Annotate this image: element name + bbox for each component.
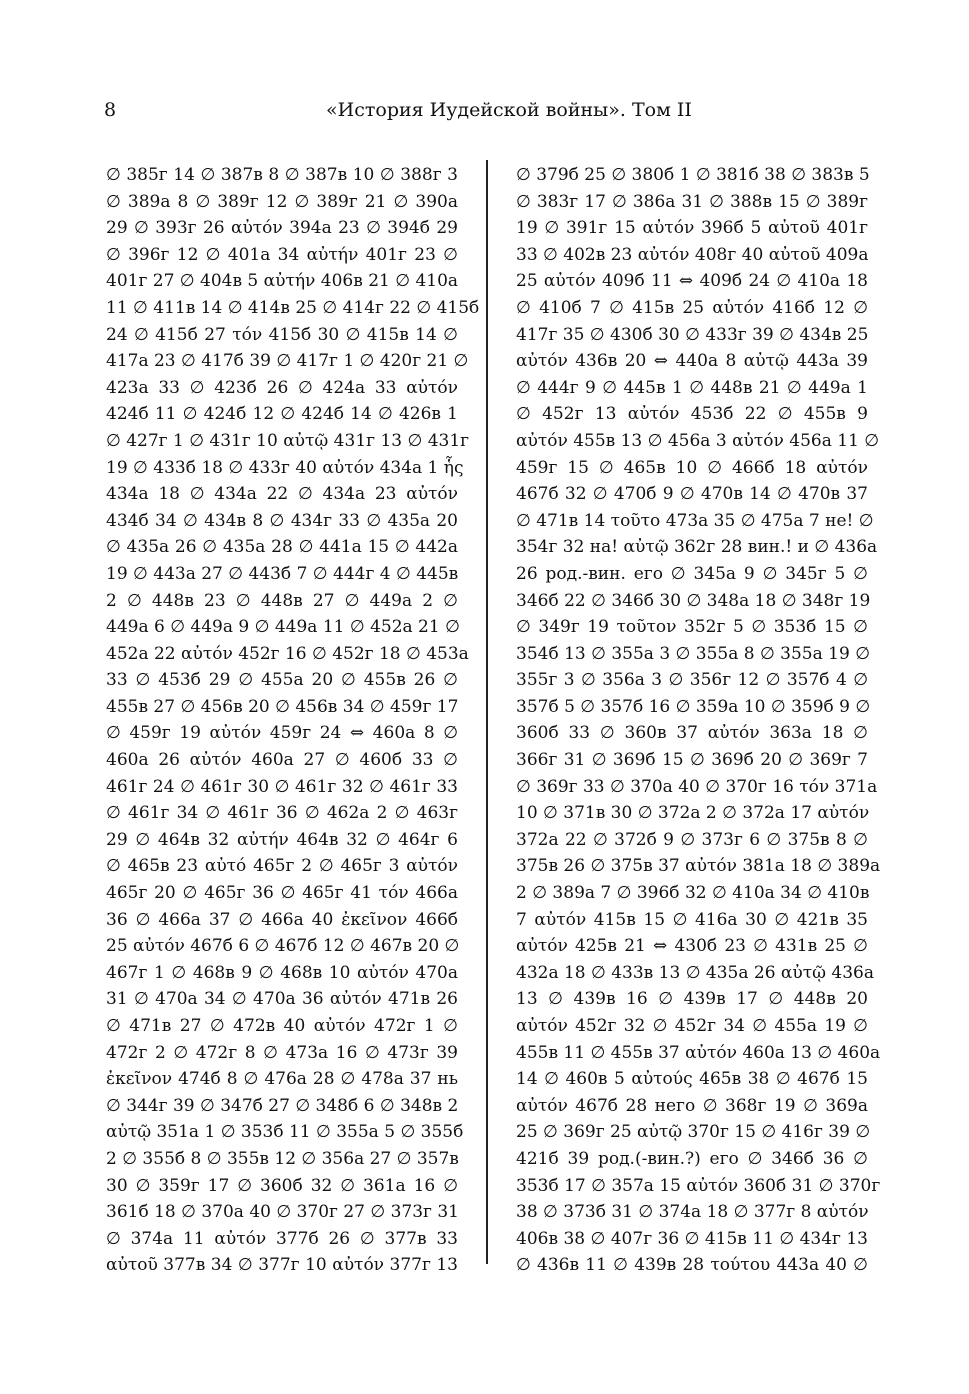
text-line: 455в 11 ∅ 455в 37 αὐτόν 460а 13 ∅ 460а: [516, 1042, 881, 1063]
text-line: 2 ∅ 448в 23 ∅ 448в 27 ∅ 449а 2 ∅: [106, 590, 458, 611]
text-line: 459г 15 ∅ 465в 10 ∅ 466б 18 αὐτόν: [516, 457, 868, 478]
text-line: ∅ 471в 14 τοῦτο 473а 35 ∅ 475а 7 не! ∅: [516, 510, 874, 531]
text-line: αὐτόν 436в 20 ⇔ 440а 8 αὐτῷ 443а 39: [516, 351, 868, 372]
text-line: 29 ∅ 393г 26 αὐτόν 394а 23 ∅ 394б 29: [106, 218, 458, 239]
running-title: «История Иудейской войны». Том II: [326, 99, 692, 121]
text-line: 434б 34 ∅ 434в 8 ∅ 434г 33 ∅ 435а 20: [106, 510, 458, 531]
text-line: 372а 22 ∅ 372б 9 ∅ 373г 6 ∅ 375в 8 ∅: [516, 829, 868, 850]
page-number: 8: [104, 99, 117, 121]
text-line: 432а 18 ∅ 433в 13 ∅ 435а 26 αὐτῷ 436а: [516, 962, 874, 983]
text-line: ∅ 369г 33 ∅ 370а 40 ∅ 370г 16 τόν 371а: [516, 776, 878, 797]
text-line: 449а 6 ∅ 449а 9 ∅ 449а 11 ∅ 452а 21 ∅: [106, 617, 460, 638]
page-header: [104, 96, 874, 124]
text-line: 361б 18 ∅ 370а 40 ∅ 370г 27 ∅ 373г 31: [106, 1202, 459, 1223]
text-line: 30 ∅ 359г 17 ∅ 360б 32 ∅ 361а 16 ∅: [106, 1175, 458, 1196]
text-line: ∅ 459г 19 αὐτόν 459г 24 ⇔ 460а 8 ∅: [106, 723, 458, 744]
text-line: 25 ∅ 369г 25 αὐτῷ 370г 15 ∅ 416г 39 ∅: [516, 1122, 871, 1143]
text-line: 455в 27 ∅ 456в 20 ∅ 456в 34 ∅ 459г 17: [106, 696, 459, 717]
text-line: ∅ 389а 8 ∅ 389г 12 ∅ 389г 21 ∅ 390а: [106, 191, 458, 212]
text-line: 7 αὐτόν 415в 15 ∅ 416а 30 ∅ 421в 35: [516, 909, 868, 930]
text-line: ∅ 465в 23 αὐτό 465г 2 ∅ 465г 3 αὐτόν: [106, 856, 458, 877]
text-line: 354б 13 ∅ 355а 3 ∅ 355а 8 ∅ 355а 19 ∅: [516, 643, 871, 664]
text-line: αὐτόν 425в 21 ⇔ 430б 23 ∅ 431в 25 ∅: [516, 936, 868, 957]
text-line: 11 ∅ 411в 14 ∅ 414в 25 ∅ 414г 22 ∅ 415б: [106, 297, 480, 318]
text-line: 19 ∅ 433б 18 ∅ 433г 40 αὐτόν 434а 1 ἧς: [106, 457, 464, 478]
text-line: 417а 23 ∅ 417б 39 ∅ 417г 1 ∅ 420г 21 ∅: [106, 351, 469, 372]
text-line: 2 ∅ 355б 8 ∅ 355в 12 ∅ 356а 27 ∅ 357в: [106, 1148, 459, 1169]
text-line: ∅ 452г 13 αὐτόν 453б 22 ∅ 455в 9: [516, 404, 868, 425]
text-line: αὐτόν 452г 32 ∅ 452г 34 ∅ 455а 19 ∅: [516, 1016, 868, 1036]
text-line: ∅ 374а 11 αὐτόν 377б 26 ∅ 377в 33: [106, 1228, 458, 1249]
text-line: 421б 39 род.(-вин.?) его ∅ 346б 36 ∅: [516, 1148, 868, 1169]
text-line: ∅ 349г 19 τοῦτον 352г 5 ∅ 353б 15 ∅: [516, 617, 868, 638]
text-line: 14 ∅ 460в 5 αὐτούς 465в 38 ∅ 467б 15: [516, 1069, 868, 1090]
text-line: αὐτόν 467б 28 него ∅ 368г 19 ∅ 369а: [516, 1095, 868, 1116]
text-line: 19 ∅ 443а 27 ∅ 443б 7 ∅ 444г 4 ∅ 445в: [106, 563, 459, 584]
text-line: ∅ 396г 12 ∅ 401а 34 αὐτήν 401г 23 ∅: [106, 244, 458, 265]
text-line: 401г 27 ∅ 404в 5 αὐτήν 406в 21 ∅ 410а: [106, 271, 459, 292]
text-line: 33 ∅ 453б 29 ∅ 455а 20 ∅ 455в 26 ∅: [106, 670, 458, 691]
text-line: ∅ 435а 26 ∅ 435а 28 ∅ 441а 15 ∅ 442а: [106, 537, 458, 558]
text-line: 10 ∅ 371в 30 ∅ 372а 2 ∅ 372а 17 αὐτόν: [516, 803, 870, 824]
text-line: ∅ 385г 14 ∅ 387в 8 ∅ 387в 10 ∅ 388г 3: [106, 165, 458, 185]
column-divider: [486, 160, 488, 1264]
text-line: ∅ 383г 17 ∅ 386а 31 ∅ 388в 15 ∅ 389г: [516, 191, 868, 212]
text-line: αὐτῷ 351а 1 ∅ 353б 11 ∅ 355а 5 ∅ 355б: [106, 1122, 464, 1143]
text-line: 26 род.-вин. его ∅ 345а 9 ∅ 345г 5 ∅: [516, 563, 868, 584]
text-line: 355г 3 ∅ 356а 3 ∅ 356г 12 ∅ 357б 4 ∅: [516, 670, 868, 691]
text-line: 13 ∅ 439в 16 ∅ 439в 17 ∅ 448в 20: [516, 989, 868, 1010]
text-line: 29 ∅ 464в 32 αὐτήν 464в 32 ∅ 464г 6: [106, 829, 458, 850]
right-column: [516, 162, 881, 1279]
text-line: 423а 33 ∅ 423б 26 ∅ 424а 33 αὐτόν: [106, 377, 458, 398]
text-line: 24 ∅ 415б 27 τόν 415б 30 ∅ 415в 14 ∅: [106, 324, 458, 345]
text-line: 2 ∅ 389а 7 ∅ 396б 32 ∅ 410а 34 ∅ 410в: [516, 883, 870, 904]
text-line: 461г 24 ∅ 461г 30 ∅ 461г 32 ∅ 461г 33: [106, 776, 458, 797]
text-line: 472г 2 ∅ 472г 8 ∅ 473а 16 ∅ 473г 39: [106, 1042, 458, 1063]
text-line: 354г 32 на! αὐτῷ 362г 28 вин.! и ∅ 436а: [516, 537, 878, 558]
text-line: 360б 33 ∅ 360в 37 αὐτόν 363а 18 ∅: [516, 723, 868, 744]
text-line: ∅ 379б 25 ∅ 380б 1 ∅ 381б 38 ∅ 383в 5: [516, 165, 870, 185]
text-line: 25 αὐτόν 409б 11 ⇔ 409б 24 ∅ 410а 18: [516, 271, 868, 292]
text-line: ἐκεῖνον 474б 8 ∅ 476а 28 ∅ 478а 37 нь: [106, 1069, 458, 1090]
text-line: 467б 32 ∅ 470б 9 ∅ 470в 14 ∅ 470в 37: [516, 484, 868, 505]
text-line: 38 ∅ 373б 31 ∅ 374а 18 ∅ 377г 8 αὐτόν: [516, 1202, 869, 1223]
text-line: ∅ 344г 39 ∅ 347б 27 ∅ 348б 6 ∅ 348в 2: [106, 1095, 459, 1116]
text-line: 25 αὐτόν 467б 6 ∅ 467б 12 ∅ 467в 20 ∅: [106, 936, 460, 957]
text-line: ∅ 436в 11 ∅ 439в 28 τούτου 443а 40 ∅: [516, 1255, 868, 1276]
text-line: 36 ∅ 466а 37 ∅ 466а 40 ἐκεῖνον 466б: [106, 909, 458, 930]
text-line: ∅ 461г 34 ∅ 461г 36 ∅ 462а 2 ∅ 463г: [106, 803, 458, 824]
text-line: 467г 1 ∅ 468в 9 ∅ 468в 10 αὐτόν 470а: [106, 962, 458, 983]
text-line: 31 ∅ 470а 34 ∅ 470а 36 αὐτόν 471в 26: [106, 989, 458, 1010]
text-line: 19 ∅ 391г 15 αὐτόν 396б 5 αὐτοῦ 401г: [516, 218, 868, 239]
text-line: 375в 26 ∅ 375в 37 αὐτόν 381а 18 ∅ 389а: [516, 856, 881, 877]
text-line: 366г 31 ∅ 369б 15 ∅ 369б 20 ∅ 369г 7: [516, 750, 868, 771]
text-line: 452а 22 αὐτόν 452г 16 ∅ 452г 18 ∅ 453а: [106, 643, 469, 664]
text-line: ∅ 427г 1 ∅ 431г 10 αὐτῷ 431г 13 ∅ 431г: [106, 430, 470, 451]
text-line: αὐτόν 455в 13 ∅ 456а 3 αὐτόν 456а 11 ∅: [516, 430, 880, 451]
text-line: αὐτοῦ 377в 34 ∅ 377г 10 αὐτόν 377г 13: [106, 1255, 458, 1276]
text-line: 357б 5 ∅ 357б 16 ∅ 359а 10 ∅ 359б 9 ∅: [516, 696, 871, 717]
left-column: [106, 162, 480, 1279]
text-line: ∅ 444г 9 ∅ 445в 1 ∅ 448в 21 ∅ 449а 1: [516, 377, 868, 398]
text-line: 460а 26 αὐτόν 460а 27 ∅ 460б 33 ∅: [106, 750, 458, 771]
text-line: 346б 22 ∅ 346б 30 ∅ 348а 18 ∅ 348г 19: [516, 590, 871, 611]
text-line: 465г 20 ∅ 465г 36 ∅ 465г 41 τόν 466а: [106, 883, 458, 904]
text-line: ∅ 410б 7 ∅ 415в 25 αὐτόν 416б 12 ∅: [516, 297, 868, 318]
text-line: 424б 11 ∅ 424б 12 ∅ 424б 14 ∅ 426в 1: [106, 404, 458, 425]
text-line: 434а 18 ∅ 434а 22 ∅ 434а 23 αὐτόν: [106, 484, 458, 505]
text-line: 417г 35 ∅ 430б 30 ∅ 433г 39 ∅ 434в 25: [516, 324, 869, 345]
text-line: 33 ∅ 402в 23 αὐτόν 408г 40 αὐτοῦ 409а: [516, 244, 869, 265]
text-line: ∅ 471в 27 ∅ 472в 40 αὐτόν 472г 1 ∅: [106, 1016, 458, 1036]
text-line: 353б 17 ∅ 357а 15 αὐτόν 360б 31 ∅ 370г: [516, 1175, 881, 1196]
text-line: 406в 38 ∅ 407г 36 ∅ 415в 11 ∅ 434г 13: [516, 1228, 868, 1249]
